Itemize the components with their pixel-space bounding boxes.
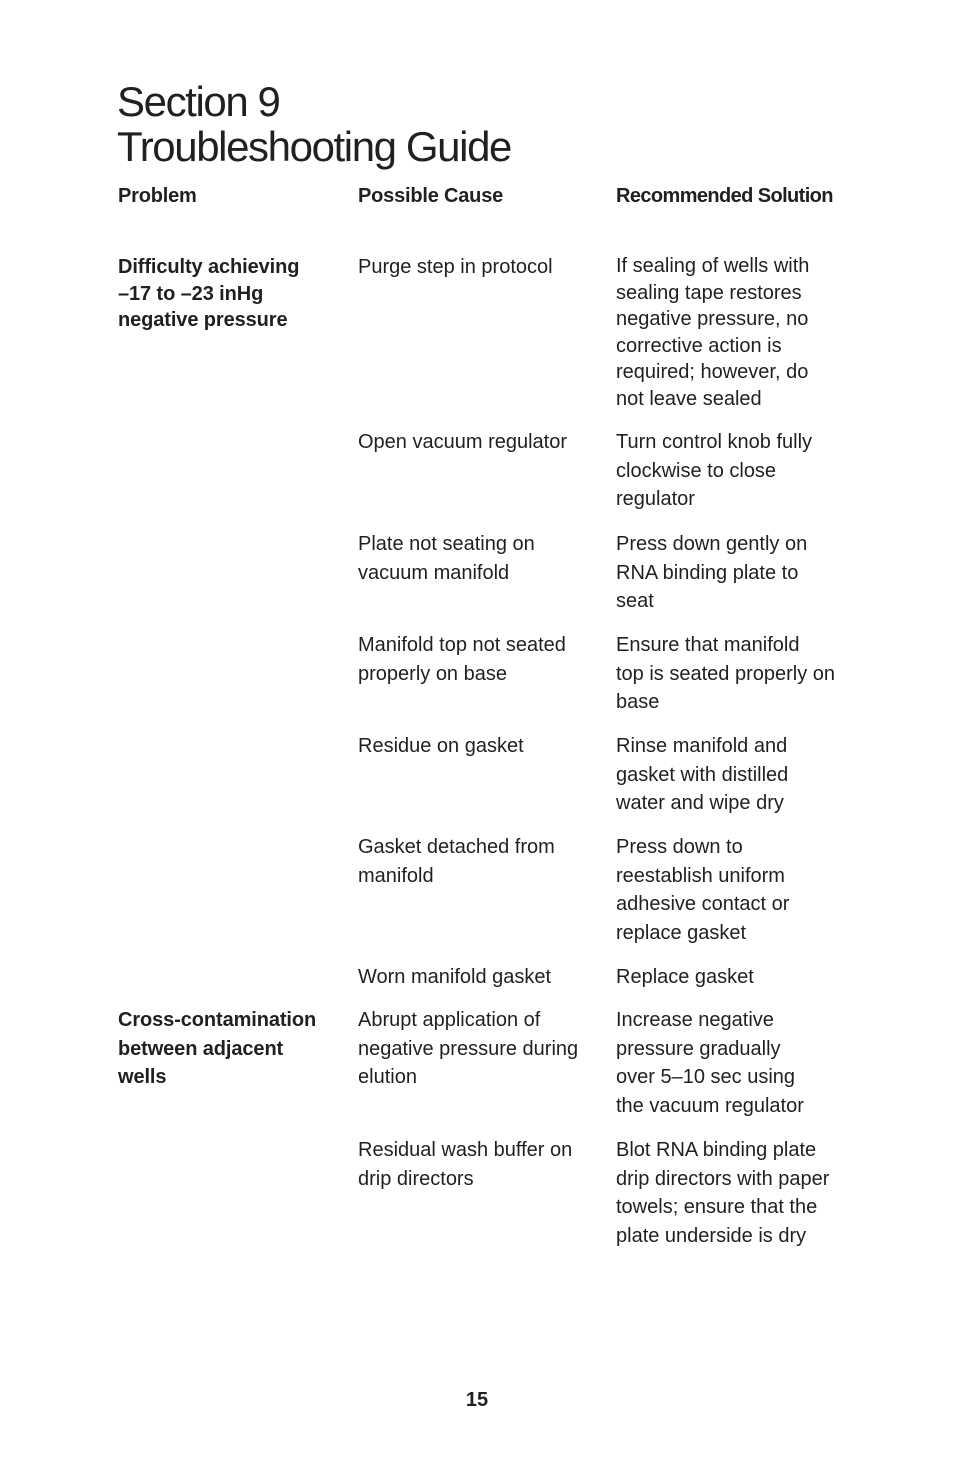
cause-cell [358,631,603,688]
cause-line: Manifold top not seated [358,634,566,656]
cause-line: vacuum manifold [358,561,510,584]
cause-line: elution [358,1066,417,1089]
problem-line: –17 to –23 inHg [118,282,264,305]
page-title [117,79,511,169]
solution-line: the vacuum regulator [616,1095,804,1118]
solution-line: reestablish uniform [616,864,785,887]
cause-cell [358,428,603,457]
solution-line: Rinse manifold and [616,735,788,757]
problem-line: between adjacent [118,1037,284,1060]
solution-line: Turn control knob fully [616,431,813,453]
solution-line: Press down gently on [616,533,808,555]
solution-line: water and wipe dry [616,792,784,815]
header-recommended-solution: Recommended Solution [616,185,833,207]
solution-line: adhesive contact or [616,893,790,916]
cause-line: Abrupt application of [358,1009,541,1031]
cause-line: manifold [358,864,434,887]
cause-cell [358,1136,603,1193]
solution-cell [616,1006,866,1121]
problem-line: negative pressure [118,309,288,331]
problem-line: wells [118,1066,167,1089]
cause-line: Open vacuum regulator [358,431,568,453]
cause-line: Plate not seating on [358,533,535,555]
solution-line: regulator [616,488,695,511]
cause-line: properly on base [358,662,507,685]
solution-cell [616,428,866,514]
cause-line: Worn manifold gasket [358,966,552,988]
solution-line: over 5–10 sec using [616,1066,796,1089]
cause-cell [358,732,603,761]
cause-line: Residual wash buffer on [358,1139,573,1161]
cause-line: Gasket detached from [358,836,555,858]
solution-line: towels; ensure that the [616,1196,818,1219]
cause-cell [358,1006,603,1092]
cause-cell [358,963,603,992]
guide-title: Troubleshooting Guide [117,123,511,170]
solution-cell [616,1136,866,1251]
solution-cell [616,631,866,717]
section-label: Section 9 [117,78,280,125]
solution-line: sealing tape restores [616,281,802,304]
header-problem: Problem [118,185,197,207]
solution-line: seat [616,590,654,613]
solution-cell [616,833,866,948]
solution-line: Replace gasket [616,966,754,988]
solution-line: plate underside is dry [616,1225,807,1248]
solution-cell [616,963,866,992]
solution-line: RNA binding plate to [616,561,799,584]
cause-line: drip directors [358,1167,474,1190]
cause-cell [358,833,603,890]
solution-cell [616,732,866,818]
solution-line: Blot RNA binding plate [616,1139,817,1161]
problem-cell [118,254,358,334]
problem-cell [118,1006,358,1092]
solution-line: gasket with distilled [616,763,789,786]
solution-line: top is seated properly on [616,662,836,685]
solution-cell [616,253,866,412]
solution-line: drip directors with paper [616,1167,830,1190]
solution-line: negative pressure, no [616,308,809,330]
problem-line: Cross-contamination [118,1009,317,1031]
page-number: 15 [465,1389,489,1411]
solution-line: base [616,691,660,714]
solution-line: Press down to [616,836,743,858]
solution-line: clockwise to close [616,459,777,482]
solution-line: Increase negative [616,1009,774,1031]
solution-line: Ensure that manifold [616,634,800,656]
solution-line: pressure gradually [616,1037,781,1060]
cause-cell [358,253,603,282]
cause-line: Residue on gasket [358,735,524,757]
header-possible-cause: Possible Cause [358,185,504,207]
solution-line: required; however, do [616,361,809,383]
solution-line: replace gasket [616,922,747,945]
problem-line: Difficulty achieving [118,256,300,278]
solution-line: If sealing of wells with [616,255,810,277]
cause-line: negative pressure during [358,1037,579,1060]
cause-line: Purge step in protocol [358,256,553,278]
solution-line: not leave sealed [616,387,762,410]
solution-line: corrective action is [616,334,782,357]
cause-cell [358,530,603,587]
solution-cell [616,530,866,616]
